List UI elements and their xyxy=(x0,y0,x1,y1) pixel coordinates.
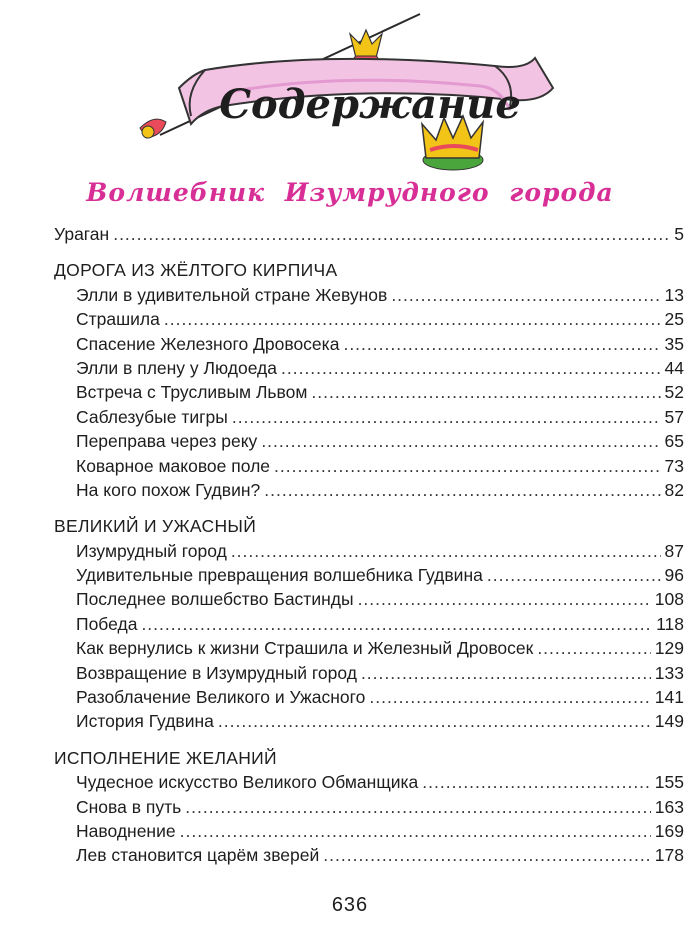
entry-page: 82 xyxy=(664,479,684,500)
entry-title: Наводнение xyxy=(76,820,176,841)
entry-page: 163 xyxy=(654,796,684,817)
dot-leader xyxy=(281,356,661,380)
toc-entry[interactable] xyxy=(54,661,684,685)
entry-title: Страшила xyxy=(76,309,160,330)
entry-title: Элли в плену у Людоеда xyxy=(76,357,277,378)
toc-entry[interactable] xyxy=(54,685,684,709)
entry-page: 129 xyxy=(654,638,684,659)
entry-page: 65 xyxy=(664,431,684,452)
entry-page: 108 xyxy=(654,589,684,610)
entry-title: Удивительные превращения волшебника Гудвина xyxy=(76,565,483,586)
toc-entry[interactable] xyxy=(54,307,684,331)
toc-entry[interactable] xyxy=(54,819,684,843)
toc-sections xyxy=(54,258,684,867)
toc-entry[interactable] xyxy=(54,636,684,660)
toc-entry[interactable] xyxy=(54,587,684,611)
entry-title: Элли в удивительной стране Жевунов xyxy=(76,284,388,305)
entry-page: 169 xyxy=(654,820,684,841)
entry-title: Чудесное искусство Великого Обманщика xyxy=(76,772,419,793)
entry-title: Лев становится царём зверей xyxy=(76,845,320,866)
entry-page: 141 xyxy=(654,687,684,708)
dot-leader xyxy=(343,332,660,356)
banner-title: Содержание xyxy=(219,81,521,128)
toc-entry[interactable] xyxy=(54,454,684,478)
dot-leader xyxy=(311,380,660,404)
entry-title: История Гудвина xyxy=(76,711,214,732)
toc-entry[interactable] xyxy=(54,539,684,563)
toc-entry[interactable] xyxy=(54,612,684,636)
entry-page: 155 xyxy=(654,772,684,793)
dot-leader xyxy=(218,709,651,733)
toc-entry[interactable] xyxy=(54,709,684,733)
dot-leader xyxy=(264,478,660,502)
entry-page: 178 xyxy=(654,845,684,866)
toc-entry-intro[interactable] xyxy=(54,222,684,246)
entry-page: 149 xyxy=(654,711,684,732)
entry-title: Победа xyxy=(76,613,138,634)
page-number: 636 xyxy=(331,894,369,916)
dot-leader xyxy=(141,612,652,636)
entry-title: Разоблачение Великого и Ужасного xyxy=(76,687,366,708)
entry-title: Ураган xyxy=(54,224,110,244)
toc-entry[interactable] xyxy=(54,843,684,867)
toc-entry[interactable] xyxy=(54,563,684,587)
table-of-contents xyxy=(54,222,684,868)
dot-leader xyxy=(164,307,661,331)
dot-leader xyxy=(274,454,661,478)
entry-page: 13 xyxy=(664,284,684,305)
toc-entry[interactable] xyxy=(54,356,684,380)
entry-page: 44 xyxy=(664,357,684,378)
dot-leader xyxy=(358,587,651,611)
entry-title: Последнее волшебство Бастинды xyxy=(76,589,354,610)
section-heading: ИСПОЛНЕНИЕ ЖЕЛАНИЙ xyxy=(54,747,277,768)
entry-title: Коварное маковое поле xyxy=(76,455,271,476)
entry-page: 133 xyxy=(654,662,684,683)
entry-page: 57 xyxy=(664,406,684,427)
dot-leader xyxy=(487,563,661,587)
toc-entry[interactable] xyxy=(54,332,684,356)
toc-entry[interactable] xyxy=(54,478,684,502)
entry-title: Саблезубые тигры xyxy=(76,406,228,427)
contents-banner xyxy=(0,0,700,180)
entry-page: 96 xyxy=(664,565,684,586)
entry-title: На кого похож Гудвин? xyxy=(76,479,261,500)
entry-title: Изумрудный город xyxy=(76,540,227,561)
toc-entry[interactable] xyxy=(54,283,684,307)
entry-title: Снова в путь xyxy=(76,796,182,817)
section-heading: ВЕЛИКИЙ И УЖАСНЫЙ xyxy=(54,516,257,537)
dot-leader xyxy=(180,819,651,843)
entry-page: 5 xyxy=(674,224,684,244)
dot-leader xyxy=(537,636,650,660)
entry-page: 35 xyxy=(664,333,684,354)
entry-title: Возвращение в Изумрудный город xyxy=(76,662,357,683)
entry-title: Спасение Железного Дровосека xyxy=(76,333,340,354)
toc-entry[interactable] xyxy=(54,429,684,453)
dot-leader xyxy=(361,661,651,685)
entry-title: Как вернулись к жизни Страшила и Железный Дровосек xyxy=(76,638,534,659)
dot-leader xyxy=(113,222,670,246)
toc-entry[interactable] xyxy=(54,380,684,404)
entry-page: 52 xyxy=(664,382,684,403)
entry-page: 25 xyxy=(664,309,684,330)
toc-entry[interactable] xyxy=(54,405,684,429)
dot-leader xyxy=(369,685,650,709)
dot-leader xyxy=(232,405,661,429)
dot-leader xyxy=(185,795,651,819)
toc-entry[interactable] xyxy=(54,795,684,819)
dot-leader xyxy=(422,770,651,794)
entry-title: Переправа через реку xyxy=(76,431,258,452)
dot-leader xyxy=(323,843,651,867)
book-title: Волшебник Изумрудного города xyxy=(86,178,614,207)
dot-leader xyxy=(231,539,661,563)
entry-title: Встреча с Трусливым Львом xyxy=(76,382,308,403)
dot-leader xyxy=(391,283,660,307)
entry-page: 87 xyxy=(664,540,684,561)
entry-page: 73 xyxy=(664,455,684,476)
entry-page: 118 xyxy=(656,613,684,634)
dot-leader xyxy=(261,429,660,453)
section-heading: ДОРОГА ИЗ ЖЁЛТОГО КИРПИЧА xyxy=(54,260,338,281)
toc-entry[interactable] xyxy=(54,770,684,794)
